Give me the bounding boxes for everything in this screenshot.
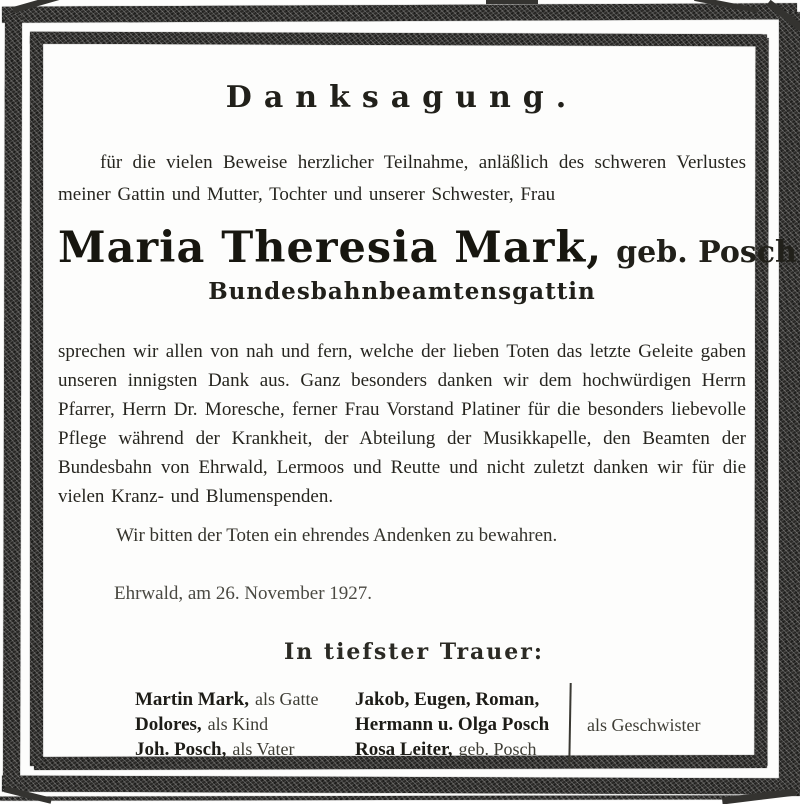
outer-frame-bottom: [2, 776, 798, 795]
deceased-name: Maria Theresia Mark,: [58, 223, 603, 273]
mourner-name: Jakob, Eugen, Roman,: [355, 689, 540, 710]
siblings-group-label: als Geschwister: [587, 714, 701, 735]
mourners-column-family: [135, 687, 355, 762]
page-title: Danksagung.: [225, 80, 579, 115]
scan-artifact: [486, 0, 538, 4]
mourner-row: [355, 737, 557, 762]
mourner-name: Joh. Posch,: [135, 739, 227, 760]
deceased-occupation: Bundesbahnbeamtensgattin: [208, 278, 596, 305]
outer-frame-top: [2, 3, 797, 22]
mourner-name: Martin Mark,: [135, 689, 249, 710]
inner-frame-top: [30, 32, 767, 47]
outer-frame-left: [3, 14, 22, 790]
deceased-maiden-name: geb. Posch: [616, 235, 797, 270]
card-content: [58, 55, 797, 762]
mourner-role: als Vater: [232, 739, 295, 759]
siblings-group-bar: [568, 683, 571, 764]
intro-paragraph: für die vielen Beweise herzlicher Teilnahme, anläßlich des schweren Verlustes meiner Gattin und Mutter, Tochter und unserer Schwester, Frau: [58, 152, 746, 205]
mourner-name: Hermann u. Olga Posch: [355, 714, 550, 735]
outer-frame-right: [779, 12, 800, 796]
remembrance-line: Wir bitten der Toten ein ehrendes Andenken zu bewahren.: [116, 525, 558, 546]
mourner-row: [135, 712, 355, 737]
mourner-row: [135, 687, 355, 712]
inner-frame-left: [30, 36, 43, 766]
mourner-row: [355, 687, 557, 712]
mourners-column-siblings: [355, 687, 557, 762]
inner-frame-right: [754, 38, 768, 766]
thanks-paragraph: sprechen wir allen von nah und fern, welche der lieben Toten das letzte Geleite gaben unseren innigsten Dank aus. Ganz besonders danken wir dem hochwürdigen Herrn Pfarrer, Herrn Dr. Moresche, ferner Frau Vorstand Platiner für die besonders liebevolle Pflege während der Krankheit, der Abteilung der Musikkapelle, den Beamten der Bundesbahn von Ehrwald, Lermoos und Reutte und nicht zuletzt danken wir für die vielen Kranz- und Blumenspenden.: [58, 341, 746, 507]
mourner-row: [355, 712, 557, 737]
mourner-row: [135, 737, 355, 762]
mourner-suffix: geb. Posch: [458, 739, 537, 759]
deceased-name-line: [58, 223, 797, 273]
dateline: Ehrwald, am 26. November 1927.: [114, 583, 373, 604]
mourning-header: In tiefster Trauer:: [283, 639, 545, 665]
mourner-role: als Kind: [207, 714, 269, 734]
mourner-role: als Gatte: [254, 689, 319, 709]
mourner-name: Dolores,: [135, 714, 202, 735]
mourner-name: Rosa Leiter,: [355, 739, 453, 760]
mourners-list: [135, 687, 746, 762]
